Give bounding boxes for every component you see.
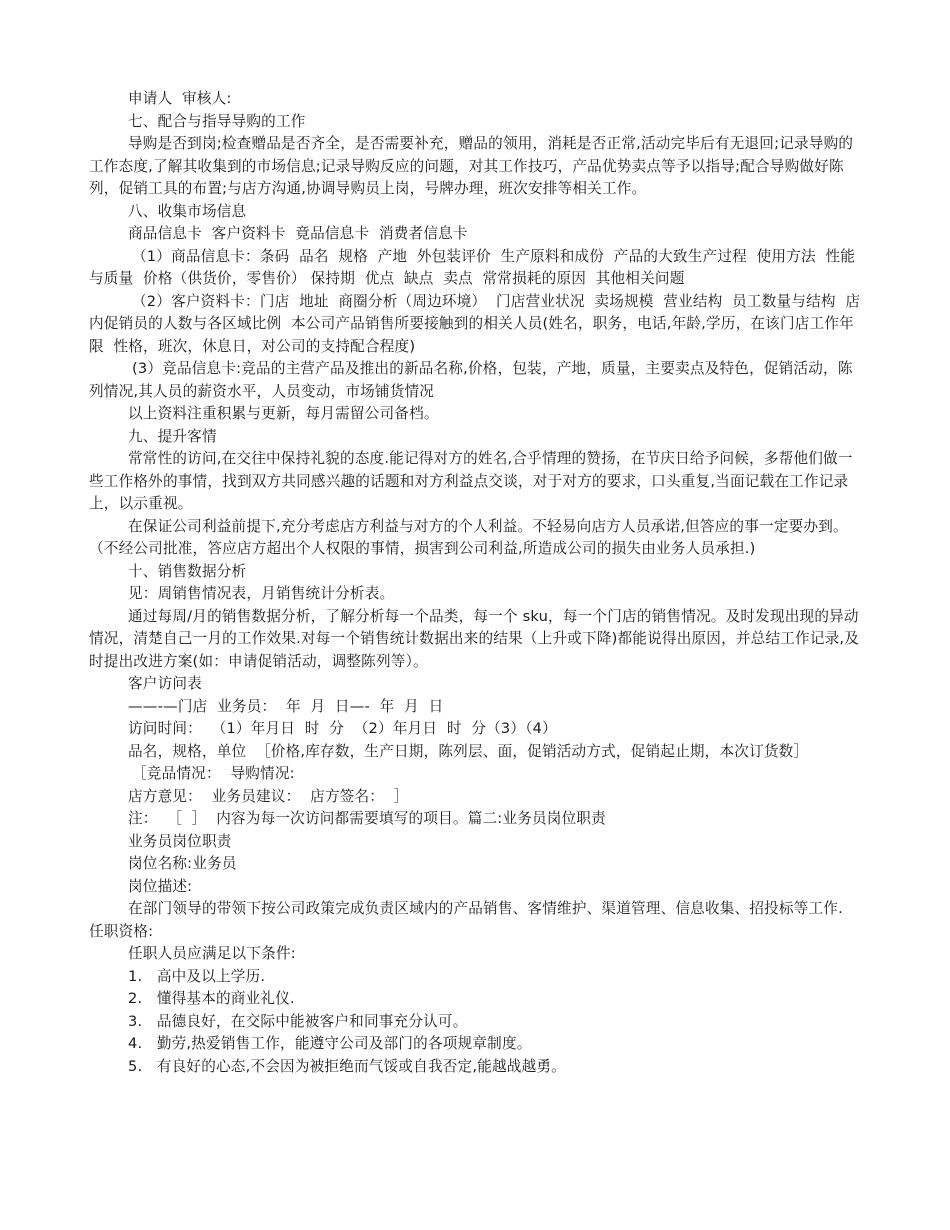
job-name-line: 岗位名称:业务员: [128, 855, 237, 872]
paragraph-customer-card: （2）客户资料卡：门店 地址 商圈分析（周边环境） 门店营业状况 卖场规模 营业结构 员工数量与结构 店内促销员的人数与各区域比例 本公司产品销售所要接触到的相关人员(姓名，职务，电话,年龄,学历，在该门店工作年限 性格，班次，休息日，对公司的支持配合程度): [89, 292, 861, 355]
visit-form-product-line: 品名，规格，单位 ［价格,库存数，生产日期，陈列层、面，促销活动方式，促销起止期，本次订货数］: [128, 742, 809, 760]
paragraph-sales-analysis: 通过每周/月的销售数据分析，了解分析每一个品类，每一个 sku，每一个门店的销售情况。及时发现出现的异动情况，清楚自己一月的工作效果.对每一个销售统计数据出来的结果（上升或下降)都能说得出原因，并总结工作记录,及时提出改进方案(如：申请促销活动，调整陈列等）。: [89, 607, 860, 670]
job-description-text: 在部门领导的带领下按公司政策完成负责区域内的产品销售、客情维护、渠道管理、信息收集、招投标等工作. 任职资格:: [89, 900, 848, 940]
requirement-item: 5. 有良好的心态,不会因为被拒绝而气馁或自我否定,能越战越勇。: [128, 1057, 566, 1075]
visit-form-opinion-line: 店方意见： 业务员建议： 店方签名： ］: [128, 787, 409, 805]
job-description-label: 岗位描述:: [128, 877, 193, 895]
document-body: [89, 88, 861, 1078]
visit-form-competitor-line: ［竞品情况： 导购情况:: [132, 765, 295, 782]
paragraph-competitor-card: (3）竞品信息卡:竞品的主营产品及推出的新品名称,价格，包装，产地，质量，主要卖点及特色，促销活动，陈列情况,其人员的薪资水平，人员变动，市场铺货情况: [89, 360, 853, 400]
info-card-list: 商品信息卡 客户资料卡 竟品信息卡 消费者信息卡: [128, 225, 468, 242]
visit-form-note: 注： ［ ］ 内容为每一次访问都需要填写的项目。篇二:业务员岗位职责: [128, 810, 606, 827]
paragraph-guide-work: 导购是否到岗;检查赠品是否齐全，是否需要补充，赠品的领用，消耗是否正常,活动完毕后有无退回;记录导购的工作态度,了解其收集到的市场信息;记录导购反应的问题，对其工作技巧，产品优势卖点等予以指导;配合导购做好陈列，促销工具的布置;与店方沟通,协调导购员上岗，号牌办理，班次安排等相关工作。: [89, 135, 854, 197]
paragraph-regular-visits: 常常性的访问,在交往中保持礼貌的态度.能记得对方的姓名,合乎情理的赞扬，在节庆日给予问候，多帮他们做一些工作格外的事情，找到双方共同感兴趣的话题和对方利益点交谈，对于对方的要求，口头重复,当面记载在工作记录上，以示重视。: [89, 450, 853, 512]
job-title-heading: 业务员岗位职责: [128, 832, 232, 850]
visit-form-time-line: 访问时间： （1）年月日 时 分 （2）年月日 时 分（3）（4）: [128, 720, 557, 737]
section-heading-9: 九、提升客情: [128, 427, 217, 445]
section-heading-8: 八、收集市场信息: [128, 202, 247, 220]
requirement-item: 1. 高中及以上学历.: [128, 967, 266, 985]
paragraph-product-card: （1）商品信息卡：条码 品名 规格 产地 外包装评价 生产原料和成份 产品的大致生产过程 使用方法 性能与质量 价格（供货价，零售价） 保持期 优点 缺点 卖点 常常损耗的原因 其他相关问题: [89, 247, 856, 287]
requirements-intro: 任职人员应满足以下条件:: [128, 945, 296, 962]
requirement-item: 4. 勤劳,热爱销售工作，能遵守公司及部门的各项规章制度。: [128, 1035, 532, 1052]
section-heading-7: 七、配合与指导导购的工作: [128, 112, 306, 130]
section-heading-10: 十、销售数据分析: [128, 562, 247, 580]
paragraph-archive-note: 以上资料注重积累与更新，每月需留公司备档。: [128, 405, 439, 422]
requirement-item: 3. 品德良好，在交际中能被客户和同事充分认可。: [128, 1012, 468, 1030]
visit-form-title: 客户访问表: [128, 675, 202, 692]
paragraph-see-tables: 见：周销售情况表，月销售统计分析表。: [128, 585, 395, 602]
applicant-reviewer-line: 申请人 审核人:: [128, 90, 232, 107]
requirement-item: 2. 懂得基本的商业礼仪.: [128, 990, 295, 1007]
paragraph-company-interest: 在保证公司利益前提下,充分考虑店方利益与对方的个人利益。不轻易向店方人员承诺,但答应的事一定要办到。（不经公司批准，答应店方超出个人权限的事情，损害到公司利益,所造成公司的损失由业务人员承担.): [89, 517, 848, 557]
visit-form-store-line: ——-—门店 业务员： 年 月 日—- 年 月 日: [128, 697, 444, 715]
